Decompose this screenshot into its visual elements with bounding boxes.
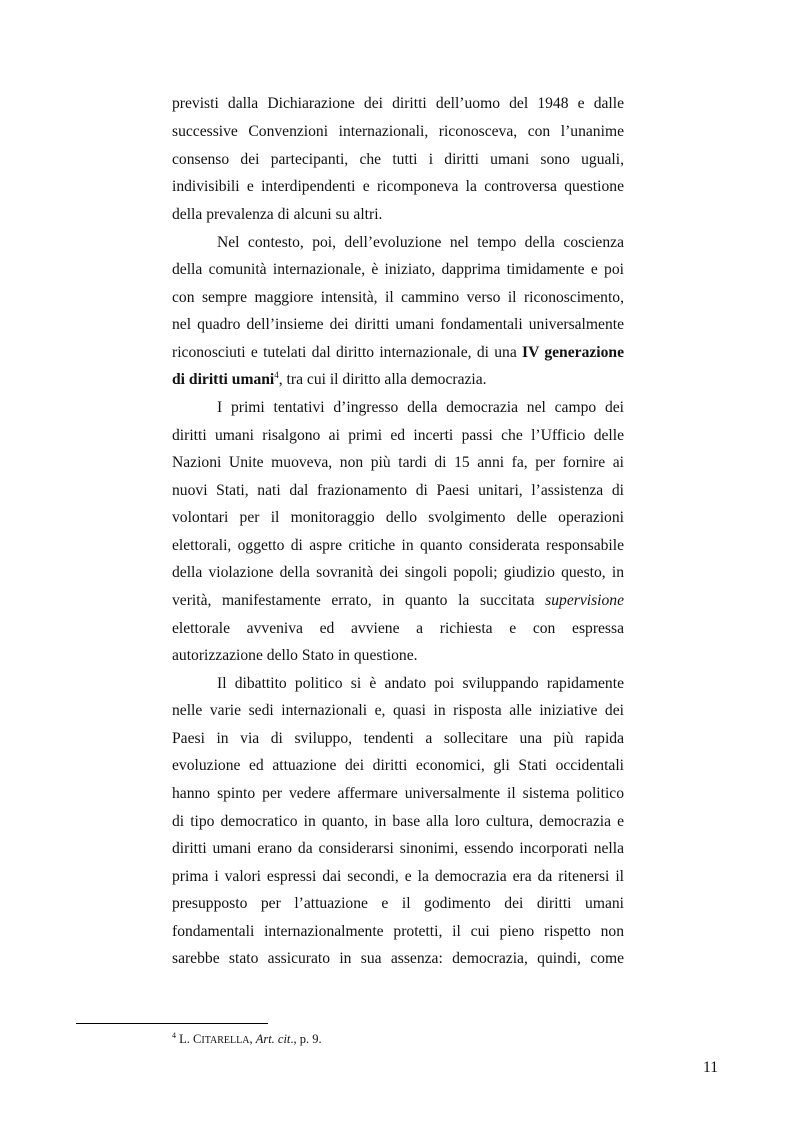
- footnote-reference[interactable]: 4: [274, 370, 279, 380]
- text-line: previsti dalla Dichiarazione dei diritti dell’uomo del 1948 e dalle: [172, 95, 624, 112]
- text-line: volontari per il monitoraggio dello svolgimento delle operazioni: [172, 509, 624, 526]
- page-number: 11: [702, 1059, 718, 1076]
- text-line: Nel contesto, poi, dell’evoluzione nel tempo della coscienza: [217, 234, 624, 251]
- text-line: indivisibili e interdipendenti e ricomponeva la controversa questione: [172, 178, 624, 195]
- text-line: [172, 589, 624, 613]
- text-line: della prevalenza di alcuni su altri.: [172, 206, 383, 223]
- text-span: verità, manifestamente errato, in quanto la succitata: [172, 592, 546, 609]
- text-span: riconosciuti e tutelati dal diritto internazionale, di una: [172, 344, 523, 361]
- footnote-work: Art. cit: [255, 1032, 291, 1046]
- footnote-separator: ,: [249, 1032, 256, 1046]
- text-line: di tipo democratico in quanto, in base alla loro cultura, democrazia e: [172, 813, 624, 830]
- text-span: , tra cui il diritto alla democrazia.: [278, 371, 487, 388]
- footnote: [172, 1031, 322, 1049]
- text-line: evoluzione ed attuazione dei diritti economici, gli Stati occidentali: [172, 757, 624, 774]
- text-line: diritti umani risalgono ai primi ed incerti passi che l’Ufficio delle: [172, 427, 624, 444]
- bold-text: di diritti umani: [172, 371, 275, 388]
- text-line: prima i valori espressi dai secondi, e la democrazia era da ritenersi il: [172, 868, 624, 885]
- text-line: nelle varie sedi internazionali e, quasi in risposta alle iniziative dei: [172, 702, 624, 719]
- text-line: della violazione della sovranità dei singoli popoli; giudizio questo, in: [172, 564, 624, 581]
- text-line: nuovi Stati, nati dal frazionamento di Paesi unitari, l’assistenza di: [172, 482, 624, 499]
- text-line: elettorale avveniva ed avviene a richiesta e con espressa: [172, 620, 624, 637]
- text-line: nel quadro dell’insieme dei diritti umani fondamentali universalmente: [172, 316, 624, 333]
- text-line: sarebbe stato assicurato in sua assenza: democrazia, quindi, come: [172, 950, 624, 967]
- text-line: [172, 341, 624, 365]
- text-line: Il dibattito politico si è andato poi sviluppando rapidamente: [217, 675, 624, 692]
- footnote-author-smallcaps: ITARELLA: [201, 1035, 250, 1046]
- footnote-marker: 4: [172, 1031, 176, 1040]
- footnote-rule: [76, 1023, 268, 1024]
- text-line: consenso dei partecipanti, che tutti i diritti umani sono uguali,: [172, 151, 624, 168]
- text-line: [172, 368, 624, 392]
- text-line: con sempre maggiore intensità, il cammino verso il riconoscimento,: [172, 289, 624, 306]
- text-line: I primi tentativi d’ingresso della democrazia nel campo dei: [217, 399, 624, 416]
- text-line: Nazioni Unite muoveva, non più tardi di 15 anni fa, per fornire ai: [172, 454, 624, 471]
- italic-text: supervisione: [545, 592, 624, 609]
- text-line: presupposto per l’attuazione e il godimento dei diritti umani: [172, 895, 624, 912]
- footnote-rest: ., p. 9.: [290, 1032, 322, 1046]
- text-line: diritti umani erano da considerarsi sinonimi, essendo incorporati nella: [172, 840, 624, 857]
- bold-text: IV generazione: [522, 344, 625, 361]
- text-line: autorizzazione dello Stato in questione.: [172, 647, 418, 664]
- text-line: Paesi in via di sviluppo, tendenti a sollecitare una più rapida: [172, 730, 624, 747]
- text-line: fondamentali internazionalmente protetti, il cui pieno rispetto non: [172, 923, 624, 940]
- footnote-author-initial: L. C: [179, 1032, 202, 1046]
- text-line: della comunità internazionale, è iniziato, dapprima timidamente e poi: [172, 261, 624, 278]
- text-line: hanno spinto per vedere affermare universalmente il sistema politico: [172, 785, 624, 802]
- text-line: successive Convenzioni internazionali, riconosceva, con l’unanime: [172, 123, 624, 140]
- text-line: elettorali, oggetto di aspre critiche in quanto considerata responsabile: [172, 537, 624, 554]
